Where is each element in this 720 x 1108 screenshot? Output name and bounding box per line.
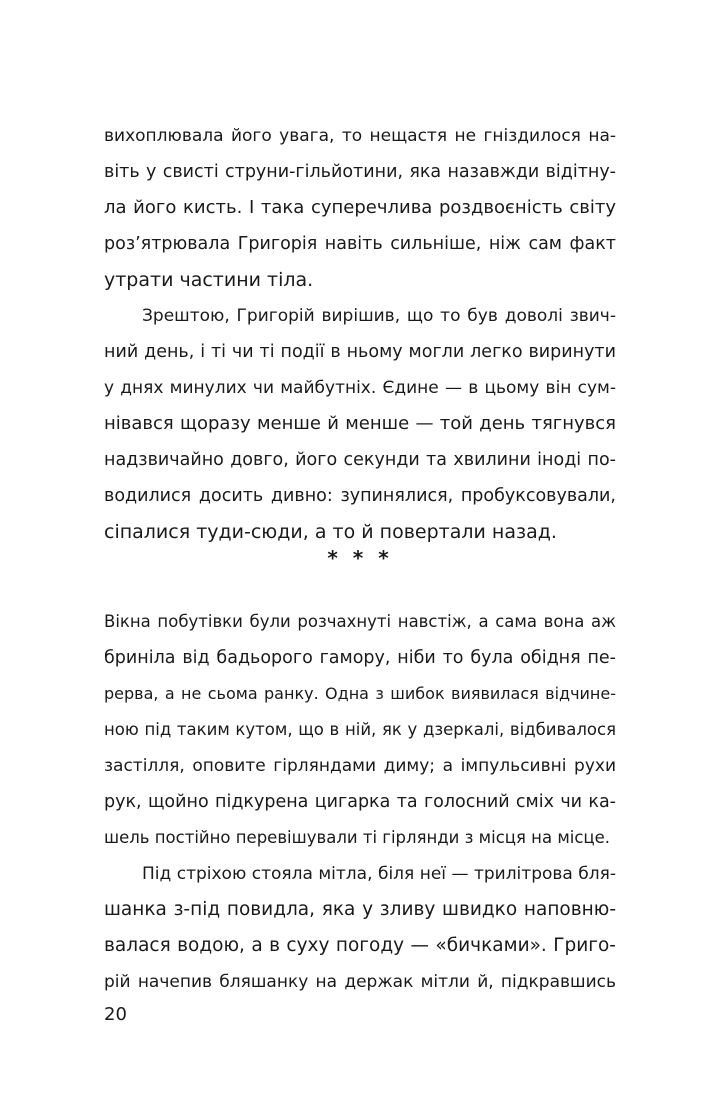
text-line: рук, щойно підкурена цигарка та голосний сміх чи ка- bbox=[104, 792, 616, 812]
text-line: сіпалися туди-сюди, а то й повертали назад. bbox=[104, 521, 557, 543]
text-line: ний день, і ті чи ті події в ньому могли легко виринути bbox=[104, 342, 616, 362]
text-line: застілля, оповите гірляндами диму; а імпульсивні рухи bbox=[104, 756, 616, 776]
section-separator: * * * bbox=[327, 546, 393, 570]
text-line: шанка з-під повидла, яка у зливу швидко наповню- bbox=[104, 899, 616, 920]
paragraph-first-line: Під стріхою стояла мітла, біля неї — трилітрова бля- bbox=[142, 864, 616, 884]
text-line: вихоплювала його увага, то нещастя не гніздилося на- bbox=[104, 126, 616, 146]
paragraph-first-line: Зрештою, Григорій вирішив, що то був доволі звич- bbox=[142, 306, 616, 326]
page-number: 20 bbox=[104, 1004, 127, 1025]
text-line: шель постійно перевішували ті гірлянди з місця на місце. bbox=[104, 828, 611, 847]
text-line: Вікна побутівки були розчахнуті навстіж, а сама вона аж bbox=[104, 612, 616, 631]
text-line: утрати частини тіла. bbox=[104, 269, 314, 291]
text-line: надзвичайно довго, його секунди та хвилини іноді по- bbox=[104, 450, 616, 470]
text-line: ла його кисть. І така суперечлива роздвоєність світу bbox=[104, 197, 616, 218]
text-line: ною під таким кутом, що в ній, як у дзеркалі, відбивалося bbox=[104, 720, 616, 739]
text-line: рій начепив бляшанку на держак мітли й, підкравшись bbox=[104, 972, 616, 992]
text-line: водилися досить дивно: зупинялися, пробуксовували, bbox=[104, 486, 616, 506]
text-line: бриніла від бадьорого гамору, ніби то була обідня пе- bbox=[104, 648, 616, 668]
text-line: нівався щоразу менше й менше — той день тягнувся bbox=[104, 413, 616, 434]
text-line: рерва, а не сьома ранку. Одна з шибок виявилася відчине- bbox=[104, 684, 616, 703]
text-line: роз’ятрювала Григорія навіть сильніше, ніж сам факт bbox=[104, 234, 616, 254]
text-line: у днях минулих чи майбутніх. Єдине — в цьому він сум- bbox=[104, 378, 616, 398]
text-line: валася водою, а в суху погоду — «бичками». Григо- bbox=[104, 935, 616, 956]
text-line: віть у свисті струни-гільйотини, яка назавжди відітну- bbox=[104, 162, 616, 182]
